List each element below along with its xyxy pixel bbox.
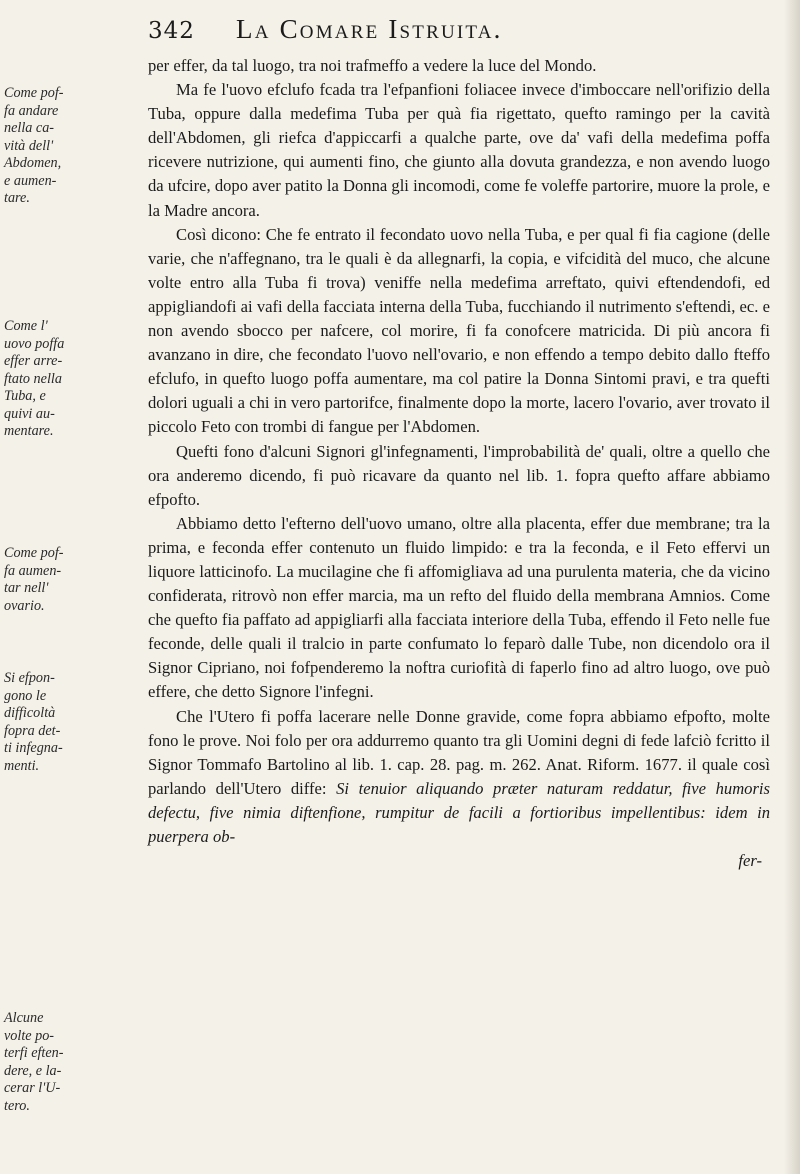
paragraph-4: Quefti fono d'alcuni Signori gl'infegnamenti, l'improbabilità de' quali, oltre a quello che ora anderemo dicendo, fi può ricavare da quanto nel lib. 1. fopra quefto affare abbiamo efpofto. [148,441,770,509]
paragraph-6-text: Che l'Utero fi poffa lacerare nelle Donne gravide, come fopra abbiamo efpofto, molte fono le prove. Noi folo per ora addurremo quanto tra gli Uomini degni di fede lafciò fcritto il Signor Tommafo Bartolino al lib. 1. cap. 28. pag. m. 262. Anat. Riform. 1677. il quale così parlando dell'Utero diffe: [148,706,770,798]
paragraph-3: Così dicono: Che fe entrato il fecondato uovo nella Tuba, e per qual fi fia cagione (delle varie, che n'affegnano, tra le quali è da allegnarfi, la copia, e vifcidità del muco, che alcune volte entro alla Tuba fi trova) veniffe nella medefima arreftato, quivi eftendendofi, ed appigliandofi ai vafi della facciata interna della Tuba, fucchiando il nutrimento s'eftendi, ec. e non avendo sbocco per nafcere, col morire, fi fa conofcere matricida. Di più ancora fi avanzano in dire, che fecondato l'uovo nell'ovario, e non effendo a tempo debito dallo fteffo efclufo, in quefto luogo poffa aumentare, ma col patire la Donna Sintomi pravi, e tra quefti dolori uguali a chi in vero partorifce, finalmente dopo la morte, lacero l'ovario, aver trovato il piccolo Feto con trombi di fangue per l'Abdomen. [148,224,770,437]
paragraph-1: per effer, da tal luogo, tra noi trafmeffo a vedere la luce del Mondo. [148,56,597,75]
latin-quote: Si tenuior aliquando præter naturam reddatur, five humoris defectu, five nimia diftenfione, rumpitur de facili a fortioribus impellentibus: idem in puerpera ob- [148,778,771,846]
margin-note-1: Come pof- fa andare nella ca- vità dell' Abdomen, e aumen- tare. [4,85,64,206]
catchword-line [148,849,770,873]
margin-note-2: Come l' uovo poffa effer arre- ftato nella Tuba, e quivi au- mentare. [4,318,65,439]
margin-note-4: Si efpon- gono le difficoltà fopra det- ti infegna- menti. [4,670,63,774]
body-text [148,54,770,873]
running-title: La Comare Istruita. [236,14,503,44]
paragraph-2: Ma fe l'uovo efclufo fcada tra l'efpanfioni foliacee invece d'imboccare nell'orifizio della Tuba, oppure dalla medefima Tuba per quà fia rigettato, quefto ramingo per la cavità dell'Abdomen, gli riefca d'appiccarfi a qualche parte, ove da' vafi della medefima poffa ricevere nutrizione, qui aumenti fino, che giunto alla dovuta grandezza, e non avendo luogo da ufcire, dopo aver patito la Donna gli incomodi, come fe voleffe partorire, muore la prole, e la Madre ancora. [148,80,770,220]
margin-note-3: Come pof- fa aumen- tar nell' ovario. [4,545,64,614]
page-edge-shadow [784,0,800,1174]
catchword: fer- [738,851,762,871]
running-header [148,14,748,50]
paragraph-5: Abbiamo detto l'efterno dell'uovo umano, oltre alla placenta, effer due membrane; tra la prima, e feconda effer contenuto un fluido limpido: e tra la feconda, e il Feto effervi un liquore latticinofo. La mucilagine che fi affomigliava ad una purulenta materia, che da vicino confiderata, ritrovò non effer marcia, ma un refto del fluido della membrana Amnios. Come che quefto fia paffato ad appigliarfi alla facciata interiore della Tuba, effendo il Feto nelle fue feconde, delle quali il tralcio in parte confumato lo feparò dalle Tube, non dicendolo ora il Signor Cipriano, noi fofpenderemo la noftra curiofità di faperlo fino ad altro luogo, ove può effere, che detto Signore l'infegni. [148,513,770,702]
paragraph-6 [148,705,770,850]
page-number: 342 [148,18,195,44]
margin-note-5: Alcune volte po- terfi eften- dere, e la- cerar l'U- tero. [4,1010,64,1114]
